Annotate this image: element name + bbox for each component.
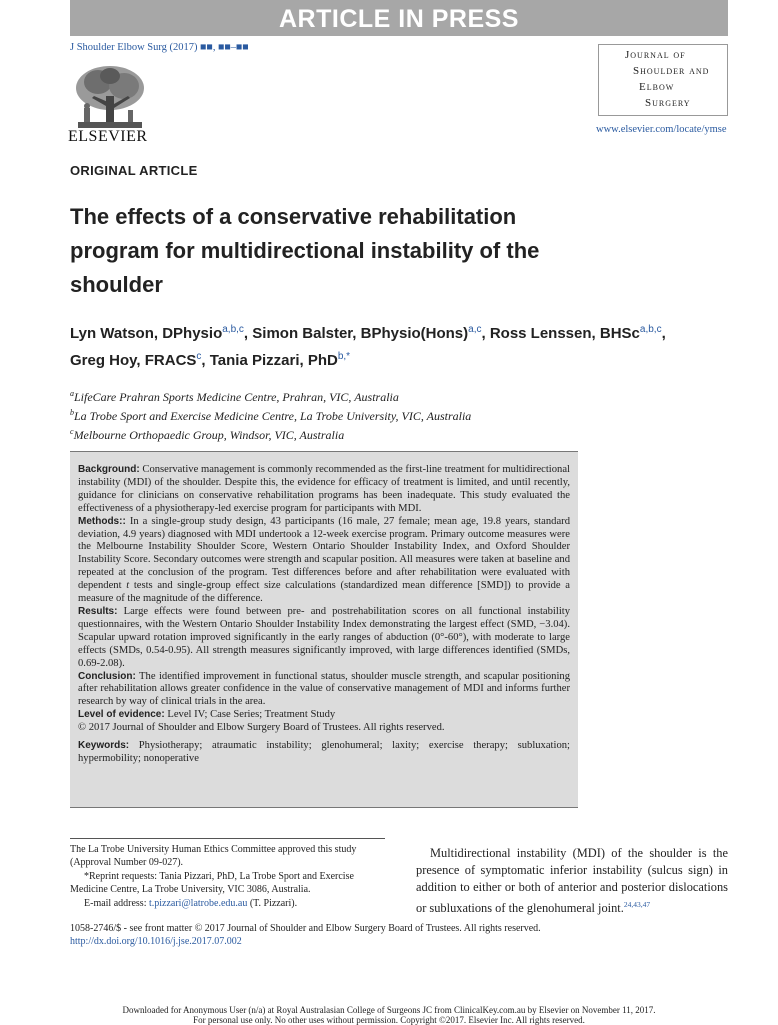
affiliation-list (70, 386, 471, 443)
abstract-heading: Background: (78, 464, 140, 475)
intro-text: Multidirectional instability (MDI) of the shoulder is the presence of symptomatic inferior instability (sulcus sign) in addition to either or both of anterior and posterior dislocations or subluxations of the glenohumeral joint. (416, 846, 728, 916)
email-label: E-mail address: (84, 898, 147, 909)
author-separator: , (661, 325, 666, 342)
affiliation-item (70, 424, 471, 443)
abstract-italic-t: t (126, 580, 130, 592)
abstract-heading: Keywords: (78, 740, 130, 752)
email-footnote (70, 897, 385, 910)
reference-link[interactable]: 24,43,47 (623, 900, 651, 909)
abstract-keywords (78, 740, 570, 766)
email-suffix: (T. Pizzari). (249, 898, 298, 909)
abstract-copyright: © 2017 Journal of Shoulder and Elbow Surgery Board of Trustees. All rights reserved. (78, 722, 445, 734)
author-affiliation-marks[interactable]: a,b,c (639, 324, 662, 335)
abstract-text: Conservative management is commonly recommended as the first-line treatment for multidirectional instability (MDI) of the shoulder. Despite this, the evidence for efficacy of treatment is limited, and until recently, guidance for clinicians on conservative rehabilitation programs has been inadequate. This study evaluated the effectiveness of a physiotherapy-led exercise program for participants with MDI. (78, 464, 570, 514)
issn-text: 1058-2746/$ - see front matter © 2017 Journal of Shoulder and Elbow Surgery Board of Trustees. All rights reserved. (70, 923, 541, 934)
affiliation-text: Melbourne Orthopaedic Group, Windsor, VIC, Australia (73, 428, 345, 442)
author-name: Ross Lenssen, BHSc (489, 325, 640, 342)
abstract-text: The identified improvement in functional status, shoulder muscle strength, and scapular positioning after rehabilitation allows greater confidence in the value of conservative management of MDI and informs further research by way of clinical trials in the area. (78, 670, 570, 708)
abstract-results (78, 606, 570, 671)
author-name: Simon Balster, BPhysio(Hons) (252, 325, 469, 342)
affiliation-mark: c (70, 427, 74, 436)
journal-logo-line-2: Shoulder and (633, 65, 710, 77)
doi-link[interactable]: http://dx.doi.org/10.1016/j.jse.2017.07.002 (70, 936, 242, 947)
journal-logo-box (598, 44, 728, 116)
author-affiliation-marks[interactable]: a,c (468, 324, 482, 335)
author-separator: , (481, 325, 490, 342)
email-link[interactable]: t.pizzari@latrobe.edu.au (148, 898, 248, 909)
journal-url-link[interactable]: www.elsevier.com/locate/ymse (596, 124, 727, 135)
issn-line (70, 922, 590, 948)
journal-citation[interactable]: J Shoulder Elbow Surg (2017) ■■, ■■–■■ (70, 42, 249, 53)
author-separator: , (201, 352, 210, 369)
journal-logo-line-4: Surgery (645, 97, 691, 109)
abstract-box (70, 451, 578, 808)
abstract-conclusion (78, 671, 570, 710)
affiliation-mark: a (70, 389, 74, 398)
abstract-heading: Results: (78, 605, 118, 617)
affiliation-text: LifeCare Prahran Sports Medicine Centre, Prahran, VIC, Australia (74, 390, 399, 404)
abstract-text: tests and single-group effect size calculations (standardized mean difference [SMD]) to provide a measure of the magnitude of the difference. (78, 580, 571, 605)
article-title: The effects of a conservative rehabilitation program for multidirectional instability of the shoulder (70, 204, 540, 297)
reprint-footnote: *Reprint requests: Tania Pizzari, PhD, La Trobe Sport and Exercise Medicine Centre, La Trobe University, VIC 3086, Australia. (70, 871, 354, 895)
author-affiliation-marks[interactable]: b,* (337, 351, 351, 362)
affiliation-mark: b (70, 408, 74, 417)
abstract-heading: Conclusion: (78, 670, 136, 682)
introduction-paragraph (416, 845, 728, 917)
author-list (70, 318, 720, 372)
publisher-name: ELSEVIER (68, 128, 148, 145)
abstract-background (78, 464, 570, 516)
affiliation-text: La Trobe Sport and Exercise Medicine Centre, La Trobe University, VIC, Australia (74, 409, 472, 423)
affiliation-item (70, 386, 471, 405)
section-label: ORIGINAL ARTICLE (70, 163, 198, 178)
journal-logo-line-3: Elbow (639, 81, 675, 93)
abstract-level-of-evidence (78, 709, 570, 722)
author-separator: , (243, 325, 253, 342)
affiliation-item (70, 405, 471, 424)
download-notice (0, 1005, 778, 1025)
article-in-press-banner: ARTICLE IN PRESS (70, 0, 728, 36)
abstract-heading: Methods:: (78, 515, 126, 527)
author-name: Greg Hoy, FRACS (70, 352, 197, 369)
author-name: Tania Pizzari, PhD (209, 352, 338, 369)
abstract-text: Physiotherapy; atraumatic instability; glenohumeral; laxity; exercise therapy; subluxation; hypermobility; nonoperative (78, 740, 570, 764)
author-affiliation-marks[interactable]: a,b,c (222, 324, 244, 335)
abstract-text: Level IV; Case Series; Treatment Study (167, 709, 336, 721)
footnotes (70, 838, 385, 911)
abstract-text: Large effects were found between pre- and postrehabilitation scores on all functional instability questionnaires, with the Western Ontario Shoulder Instability Index demonstrating the largest effect (SMD, −3.04). Scapular upward rotation improved significantly in the early ranges of abduction (0°-60°), with moderate to large effects (SMDs, 0.54-0.95). All strength measures significantly improved, with large differences identified (SMDs, 0.69-2.08). (78, 605, 570, 669)
download-notice-line-2: For personal use only. No other uses without permission. Copyright ©2017. Elsevier Inc. All rights reserved. (193, 1015, 585, 1025)
author-name: Lyn Watson, DPhysio (70, 325, 223, 342)
abstract-heading: Level of evidence: (78, 709, 165, 721)
download-notice-line-1: Downloaded for Anonymous User (n/a) at Royal Australasian College of Surgeons JC from ClinicalKey.com.au by Elsevier on November 11, 2017. (122, 1005, 656, 1015)
abstract-text: In a single-group study design, 43 participants (16 male, 27 female; mean age, 19.8 years, standard deviation, 4.9 years) diagnosed with MDI undertook a 12-week exercise program. Primary outcome measures were the Melbourne Instability Shoulder Score, Western Ontario Shoulder Instability Index, and Oxford Shoulder Instability Score. Secondary outcomes were strength and scapular position. All measures were taken at baseline and repeated at the conclusion of the program. Test differences before and after rehabilitation were evaluated with dependent (78, 515, 570, 592)
abstract-methods (78, 516, 570, 606)
journal-logo-line-1: Journal of (625, 49, 686, 61)
ethics-footnote: The La Trobe University Human Ethics Committee approved this study (Approval Number 09-027). (70, 844, 357, 868)
author-affiliation-marks[interactable]: c (196, 351, 202, 362)
